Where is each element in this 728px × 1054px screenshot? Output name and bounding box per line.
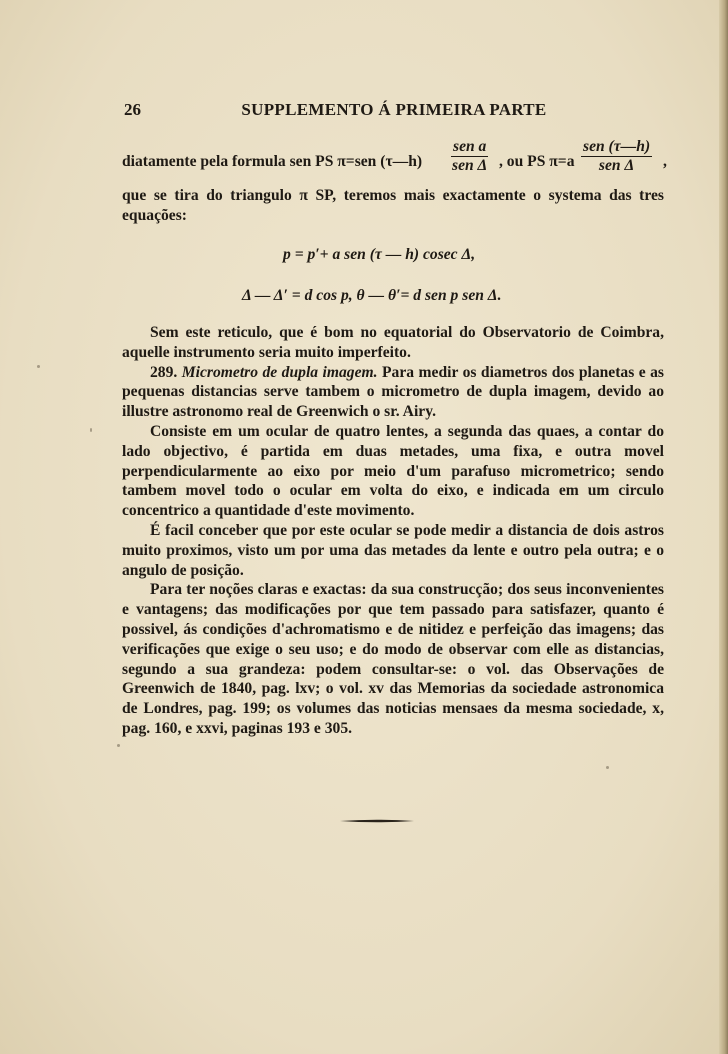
body-text (122, 323, 664, 739)
formula-lead: diatamente pela formula sen PS π=sen (τ—h) (122, 153, 423, 170)
paper-speck (606, 766, 609, 769)
formula-line (122, 138, 667, 186)
page-edge (719, 0, 728, 1054)
paragraph-reticulo: Sem este reticulo, que é bom no equatorial do Observatorio de Coimbra, aquelle instrumento seria muito imperfeito. (122, 324, 664, 361)
running-title: SUPPLEMENTO Á PRIMEIRA PARTE (241, 100, 547, 119)
formula-tail: , (663, 153, 667, 170)
fraction-numerator: sen a (453, 138, 487, 155)
paper-speck (37, 365, 40, 368)
ornamental-rule (340, 819, 414, 823)
fraction-sen-tau-h-over-sen-delta (581, 138, 652, 175)
page-number: 26 (124, 100, 141, 119)
fraction-denominator: sen Δ (598, 157, 635, 174)
paragraph-consiste: Consiste em um ocular de quatro lentes, a segunda das quaes, a contar do lado objectivo, é partida em duas metades, uma fixa, e outra movel perpendicularmente ao eixo por meio d'um parafuso micrometrico; sendo tambem movel todo o ocular em volta do eixo, e indicada em um circulo concentrico a quantidade d'este movimento. (122, 422, 664, 520)
paragraph: que se tira do triangulo π SP, teremos mais exactamente o systema das tres equações: (122, 187, 664, 224)
paragraph-facil: É facil conceber que por este ocular se pode medir a distancia de dois astros muito proximos, visto um por uma das metades da lente e outro pela outra; e o angulo de posição. (122, 521, 664, 579)
fraction-denominator: sen Δ (452, 157, 488, 174)
paragraph-289 (122, 363, 664, 422)
formula-mid: , ou PS π=a (499, 153, 575, 170)
page-header (124, 100, 664, 126)
equation-1: p = p′+ a sen (τ — h) cosec Δ, (283, 246, 476, 263)
fraction-numerator: sen (τ—h) (583, 138, 651, 155)
paper-speck (90, 428, 92, 432)
equation-2: Δ — Δ′ = d cos p, θ — θ′= d sen p sen Δ. (242, 287, 502, 304)
paragraph-nocoes: Para ter noções claras e exactas: da sua construcção; dos seus inconvenientes e vantagens; das modificações por que tem passado para satisfazer, quanto é possivel, ás condições d'achromatismo e de nitidez e perfeição das imagens; das verificações que exige o seu uso; e do modo de observar com elle as distancias, segundo a sua grandeza: podem consultar-se: o vol. das Observações de Greenwich de 1840, pag. lxv; o vol. xv das Memorias da sociedade astronomica de Londres, pag. 199; os volumes das noticias mensaes da mesma sociedade, x, pag. 160, e xxvi, paginas 193 e 305. (122, 581, 664, 737)
paper-speck (117, 744, 120, 747)
section-title: Micrometro de dupla imagem. (181, 363, 378, 381)
intro-text (122, 186, 664, 226)
section-text: Para medir os diametros dos planetas e as pequenas distancias serve tambem o micrometro de dupla imagem, devido ao illustre astronomo real de Greenwich o sr. Airy. (122, 363, 665, 421)
fraction-sen-a-over-sen-delta (451, 138, 488, 175)
section-number: 289. (150, 363, 178, 381)
